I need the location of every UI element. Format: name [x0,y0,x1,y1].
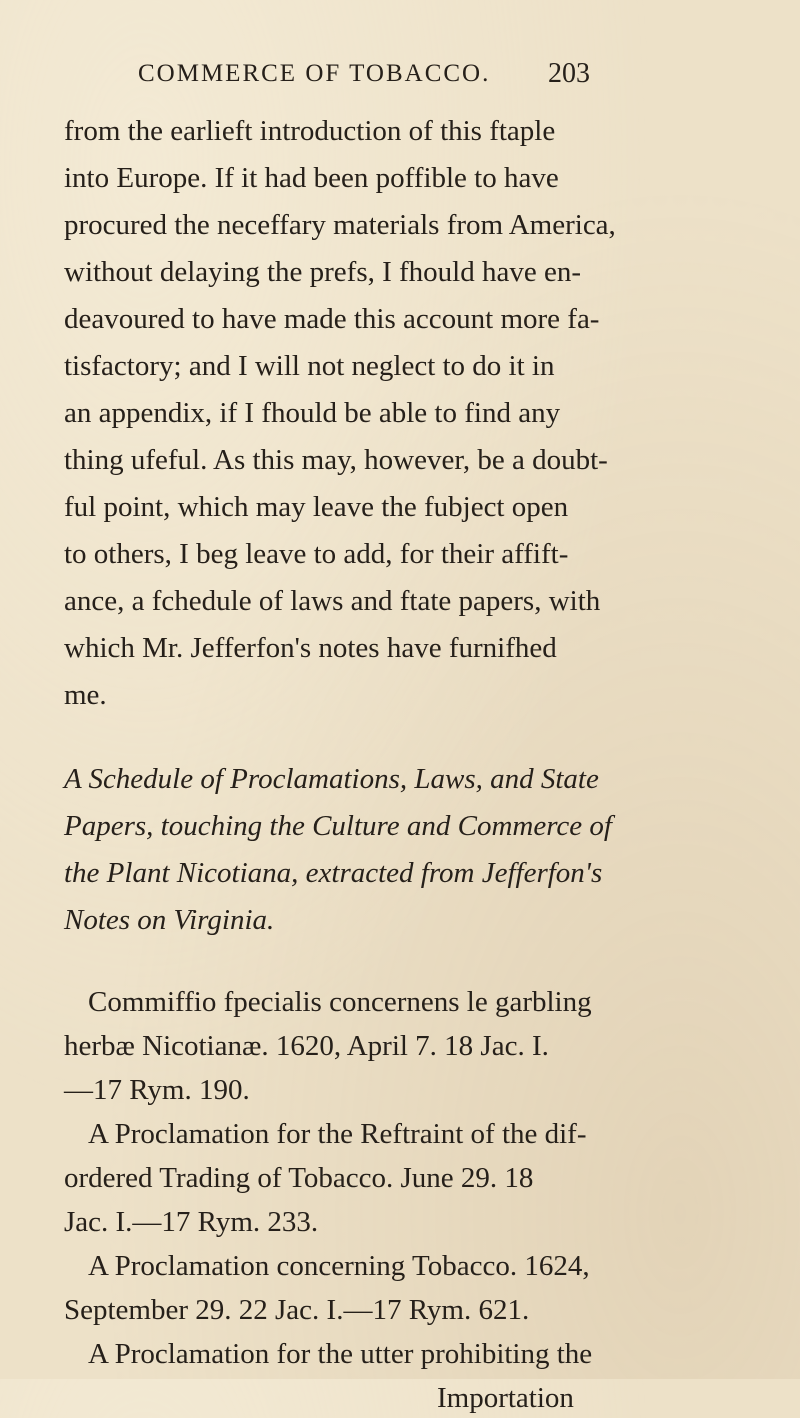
text-line: ful point, which may leave the fubject open [64,491,569,523]
text-line: ance, a fchedule of laws and ftate papers, with [64,585,601,617]
entry-line: herbæ Nicotianæ. 1620, April 7. 18 Jac. I. [64,1030,549,1062]
entry-line: September 29. 22 Jac. I.—17 Rym. 621. [64,1294,530,1326]
text-line: thing ufeful. As this may, however, be a doubt- [64,444,608,476]
heading-line: the Plant Nicotiana, extracted from Jefferfon's [64,857,603,889]
text-line: procured the neceffary materials from America, [64,209,616,241]
text-line: an appendix, if I fhould be able to find any [64,397,561,429]
catchword: Importation [437,1382,574,1414]
page-number: 203 [548,58,590,89]
heading-line: Papers, touching the Culture and Commerce of [64,810,612,842]
entry-line: A Proclamation for the Reftraint of the dif- [88,1118,587,1150]
heading-line: Notes on Virginia. [64,904,275,936]
entry-line: A Proclamation for the utter prohibiting the [88,1338,593,1370]
entry-line: Commiffio fpecialis concernens le garbling [88,986,592,1018]
text-line: without delaying the prefs, I fhould have en- [64,256,582,288]
text-line: from the earlieft introduction of this ftaple [64,115,556,147]
text-line: tisfactory; and I will not neglect to do it in [64,350,555,382]
running-title: COMMERCE OF TOBACCO. [138,60,491,87]
running-head [0,60,800,100]
text-line: which Mr. Jefferfon's notes have furnifhed [64,632,557,664]
entry-line: A Proclamation concerning Tobacco. 1624, [88,1250,590,1282]
text-line: deavoured to have made this account more fa- [64,303,600,335]
text-line: to others, I beg leave to add, for their affift- [64,538,569,570]
text-line: me. [64,679,107,711]
entry-line: Jac. I.—17 Rym. 233. [64,1206,319,1238]
text-line: into Europe. If it had been poffible to have [64,162,559,194]
entry-line: —17 Rym. 190. [64,1074,250,1106]
entry-line: ordered Trading of Tobacco. June 29. 18 [64,1162,534,1194]
heading-line: A Schedule of Proclamations, Laws, and State [64,763,599,795]
